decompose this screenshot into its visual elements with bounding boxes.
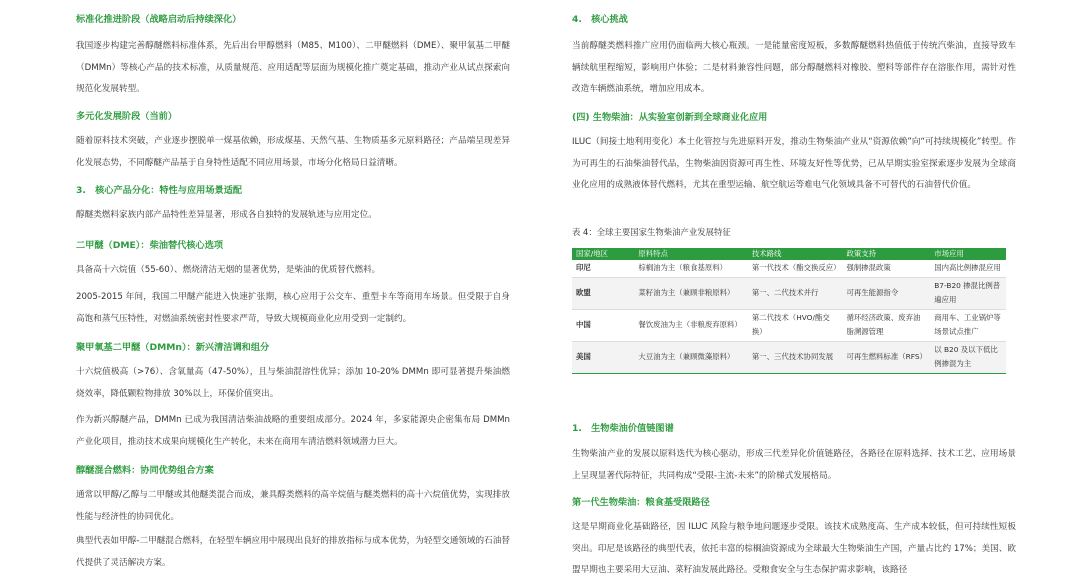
paragraph-diversification: 随着原料技术突破，产业逐步摆脱单一煤基依赖，形成煤基、天然气基、生物质基多元原料路径；产品端呈现差异化发展态势，不同醇醚产品基于自身特性适配不同应用场景，市场分化格局日益清晰。: [76, 136, 510, 168]
table-cell: 强制掺混政策: [842, 260, 930, 277]
table-row: [572, 309, 1006, 341]
paragraph-blended-example: 典型代表如甲醇-二甲醚混合燃料，在轻型车辆应用中展现出良好的排放指标与成本优势，为轻型交通领域的石油替代提供了灵活解决方案。: [76, 536, 510, 568]
paragraph-value-chain: 生物柴油产业的发展以原料迭代为核心驱动，形成三代差异化价值链路径，各路径在原料选择、技术工艺、应用场景上呈现显著代际特征，共同构成“受限-主流-未来”的阶梯式发展格局。: [572, 449, 1016, 481]
table-row: [572, 277, 1006, 309]
table-cell: B7-B20 掺混比例普遍应用: [930, 277, 1006, 309]
table-cell: 菜籽油为主（兼顾非粮原料）: [634, 277, 748, 309]
table-cell-country: 欧盟: [572, 277, 634, 309]
table-header-cell: 政策支持: [842, 248, 930, 260]
table-header-cell: 原料特点: [634, 248, 748, 260]
paragraph-biodiesel-intro: ILUC（间接土地利用变化）本土化管控与先进原料开发，推动生物柴油产业从“资源依赖”向“可持续规模化”转型。作为可再生的石油柴油替代品，生物柴油因资源可再生性、环境友好性等优势，已从早期实验室探索逐步发展为全球商业化应用的成熟液体替代燃料，尤其在重型运输、航空航运等难电气化领域具备不可替代的石油替代价值。: [572, 137, 1016, 190]
table-cell: 可再生能源指令: [842, 277, 930, 309]
paragraph-product-intro: 醇醚类燃料家族内部产品特性差异显著，形成各自独特的发展轨迹与应用定位。: [76, 210, 377, 220]
heading-blended-fuel: 醇醚混合燃料：协同优势组合方案: [76, 465, 214, 476]
heading-product-differentiation: 3. 核心产品分化：特性与应用场景适配: [76, 185, 243, 196]
table-cell: 可再生燃料标准（RFS）: [842, 341, 930, 373]
table-cell: 第一代技术（酯交换反应）: [748, 260, 843, 277]
table-cell: 国内高比例掺混应用: [930, 260, 1006, 277]
paragraph-dmmn-features: 十六烷值极高（>76）、含氧量高（47-50%），且与柴油混溶性优异；添加 10-20% DMMn 即可显著提升柴油燃烧效率，降低颗粒物排放 30%以上，环保价值突出。: [76, 367, 510, 399]
heading-diversification: 多元化发展阶段（当前）: [76, 111, 178, 122]
table-header-row: [572, 248, 1006, 260]
paragraph-first-generation: 这是早期商业化基础路径，因 ILUC 风险与粮争地问题逐步受限。该技术成熟度高、生产成本较低，但可持续性短板突出。印尼是该路径的典型代表，依托丰富的棕榈油资源成为全球最大生物柴油生产国，产量占比约 17%；美国、欧盟早期也主要采用大豆油、菜籽油发展此路径。受粮食安全与生态保护需求影响，该路径: [572, 522, 1016, 575]
table-header-cell: 国家/地区: [572, 248, 634, 260]
heading-dmmn: 聚甲氧基二甲醚（DMMn）：新兴清洁调和组分: [76, 342, 270, 353]
paragraph-dmmn-industry: 作为新兴醇醚产品，DMMn 已成为我国清洁柴油战略的重要组成部分。2024 年，多家能源央企密集布局 DMMn 产业化项目，推动技术成果向规模化生产转化，未来在商用车清洁燃料领域潜力巨大。: [76, 415, 510, 447]
table-caption: 表 4：全球主要国家生物柴油产业发展特征: [572, 227, 731, 237]
table-cell: 餐饮废油为主（非粮废弃原料）: [634, 309, 748, 341]
table-header-cell: 市场应用: [930, 248, 1006, 260]
paragraph-blended-fuel: 通常以甲醇/乙醇与二甲醚或其他醚类混合而成，兼具醇类燃料的高辛烷值与醚类燃料的高十六烷值优势，实现排放性能与经济性的协同优化。: [76, 490, 510, 522]
table-cell: 循环经济政策、废弃油脂溯源管理: [842, 309, 930, 341]
heading-dme: 二甲醚（DME）：柴油替代核心选项: [76, 240, 224, 251]
table-cell: 第一、二代技术并行: [748, 277, 843, 309]
table-cell: 商用车、工业锅炉等场景试点推广: [930, 309, 1006, 341]
heading-value-chain: 1. 生物柴油价值链图谱: [572, 423, 674, 434]
table-cell-country: 中国: [572, 309, 634, 341]
table-row: [572, 260, 1006, 277]
heading-standardization: 标准化推进阶段（战略启动后持续深化）: [76, 14, 242, 25]
heading-biodiesel: (四) 生物柴油：从实验室创新到全球商业化应用: [572, 112, 768, 123]
table-cell: 第一、三代技术协同发展: [748, 341, 843, 373]
table-cell: 以 B20 及以下低比例掺混为主: [930, 341, 1006, 373]
paragraph-core-challenges: 当前醇醚类燃料推广应用仍面临两大核心瓶颈。一是能量密度短板，多数醇醚燃料热值低于传统汽柴油，直接导致车辆续航里程缩短，影响用户体验；二是材料兼容性问题，部分醇醚燃料对橡胶、塑料等部件存在溶胀作用，需针对性改造车辆燃油系统，增加应用成本。: [572, 41, 1016, 94]
paragraph-dme-features: 具备高十六烷值（55-60）、燃烧清洁无烟的显著优势，是柴油的优质替代燃料。: [76, 265, 381, 275]
paragraph-standardization: 我国逐步构建完善醇醚燃料标准体系，先后出台甲醇燃料（M85、M100）、二甲醚燃料（DME）、聚甲氧基二甲醚（DMMn）等核心产品的技术标准，从质量规范、应用适配等层面为规模化推广奠定基础，推动产业从试点探索向规范化发展转型。: [76, 41, 510, 94]
table-header-cell: 技术路线: [748, 248, 843, 260]
paragraph-dme-history: 2005-2015 年间，我国二甲醚产能进入快速扩张期，核心应用于公交车、重型卡车等商用车场景。但受限于自身高饱和蒸气压特性，对燃油系统密封性要求严苛，导致大规模商业化应用受到一定制约。: [76, 292, 510, 324]
heading-first-generation: 第一代生物柴油：粮食基受限路径: [572, 497, 710, 508]
biodiesel-country-table: [572, 248, 1006, 374]
table-cell: 大豆油为主（兼顾微藻原料）: [634, 341, 748, 373]
table-cell: 第二代技术（HVO/酯交换）: [748, 309, 843, 341]
heading-core-challenges: 4. 核心挑战: [572, 14, 628, 25]
table-cell-country: 美国: [572, 341, 634, 373]
table-row: [572, 341, 1006, 373]
table-cell-country: 印尼: [572, 260, 634, 277]
table-cell: 棕榈油为主（粮食基原料）: [634, 260, 748, 277]
